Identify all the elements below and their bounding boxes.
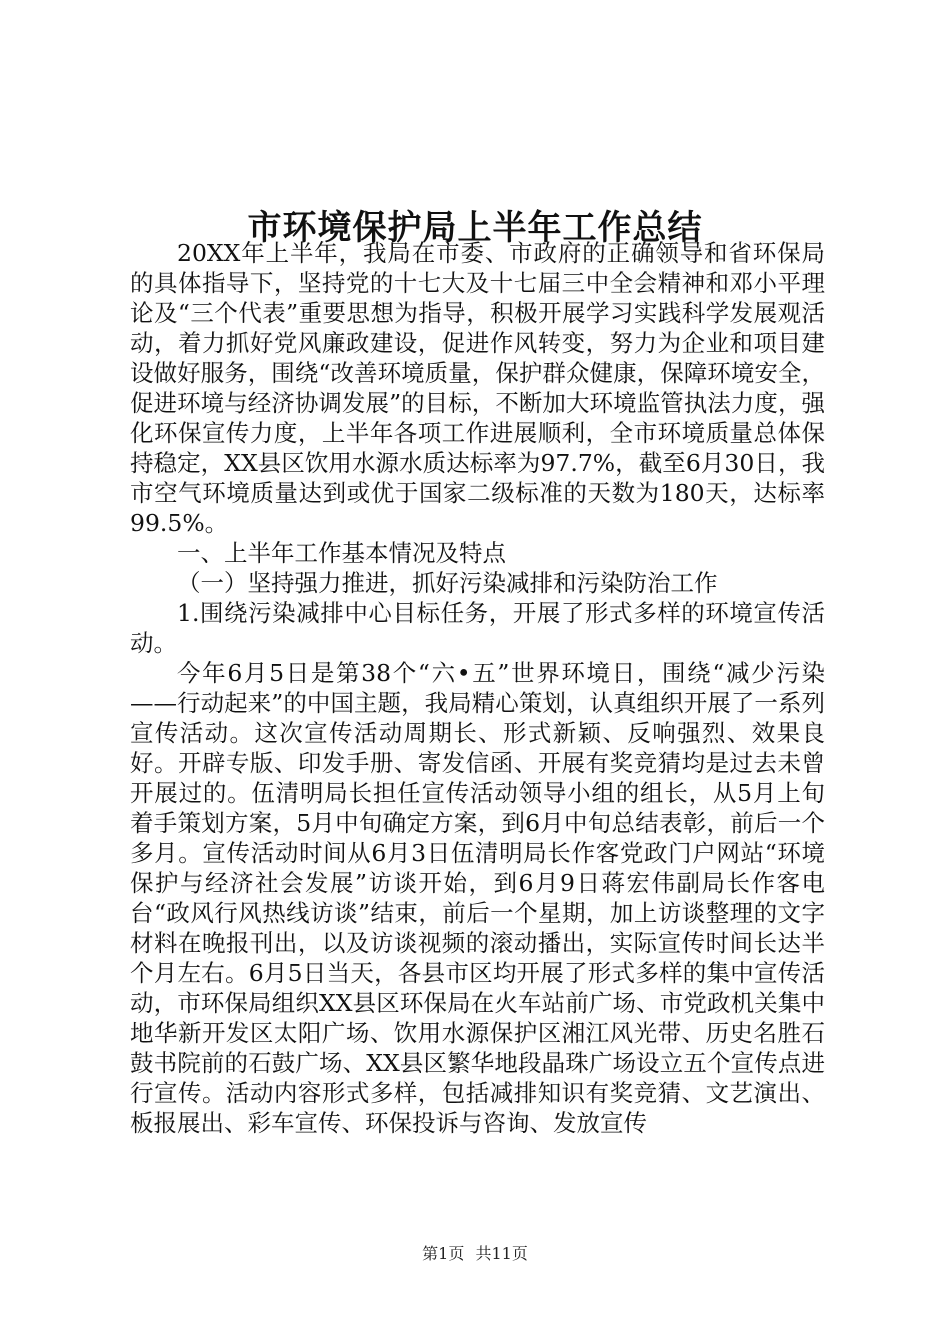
page-footer	[0, 1244, 950, 1264]
paragraph-intro: 20XX年上半年，我局在市委、市政府的正确领导和省环保局的具体指导下，坚持党的十七大及十七届三中全会精神和邓小平理论及“三个代表”重要思想为指导，积极开展学习实践科学发展观活动，着力抓好党风廉政建设，促进作风转变，努力为企业和项目建设做好服务，围绕“改善环境质量，保护群众健康，保障环境安全，促进环境与经济协调发展”的目标，不断加大环境监管执法力度，强化环保宣传力度，上半年各项工作进展顺利，全市环境质量总体保持稳定，XX县区饮用水源水质达标率为97.7%，截至6月30日，我市空气环境质量达到或优于国家二级标准的天数为180天，达标率99.5%。	[130, 239, 825, 537]
page-total: 共11页	[475, 1244, 528, 1263]
page-number: 第1页	[422, 1244, 465, 1263]
heading-subsection-1: （一）坚持强力推进，抓好污染减排和污染防治工作	[177, 569, 718, 597]
document-body	[130, 238, 825, 1138]
heading-section-1: 一、上半年工作基本情况及特点	[177, 539, 506, 567]
document-title: 市环境保护局上半年工作总结	[247, 207, 703, 248]
paragraph-environment-day: 今年6月5日是第38个“六•五”世界环境日，围绕“减少污染——行动起来”的中国主题，我局精心策划，认真组织开展了一系列宣传活动。这次宣传活动周期长、形式新颖、反响强烈、效果良好。开辟专版、印发手册、寄发信函、开展有奖竞猜均是过去未曾开展过的。伍清明局长担任宣传活动领导小组的组长，从5月上旬着手策划方案，5月中旬确定方案，到6月中旬总结表彰，前后一个多月。宣传活动时间从6月3日伍清明局长作客党政门户网站“环境保护与经济社会发展”访谈开始，到6月9日蒋宏伟副局长作客电台“政风行风热线访谈”结束，前后一个星期，加上访谈整理的文字材料在晚报刊出，以及访谈视频的滚动播出，实际宣传时间长达半个月左右。6月5日当天，各县市区均开展了形式多样的集中宣传活动，市环保局组织XX县区环保局在火车站前广场、市党政机关集中地华新开发区太阳广场、饮用水源保护区湘江风光带、历史名胜石鼓书院前的石鼓广场、XX县区繁华地段晶珠广场设立五个宣传点进行宣传。活动内容形式多样，包括减排知识有奖竞猜、文艺演出、板报展出、彩车宣传、环保投诉与咨询、发放宣传	[130, 659, 825, 1137]
paragraph-item-1: 1.围绕污染减排中心目标任务，开展了形式多样的环境宣传活动。	[130, 599, 825, 657]
